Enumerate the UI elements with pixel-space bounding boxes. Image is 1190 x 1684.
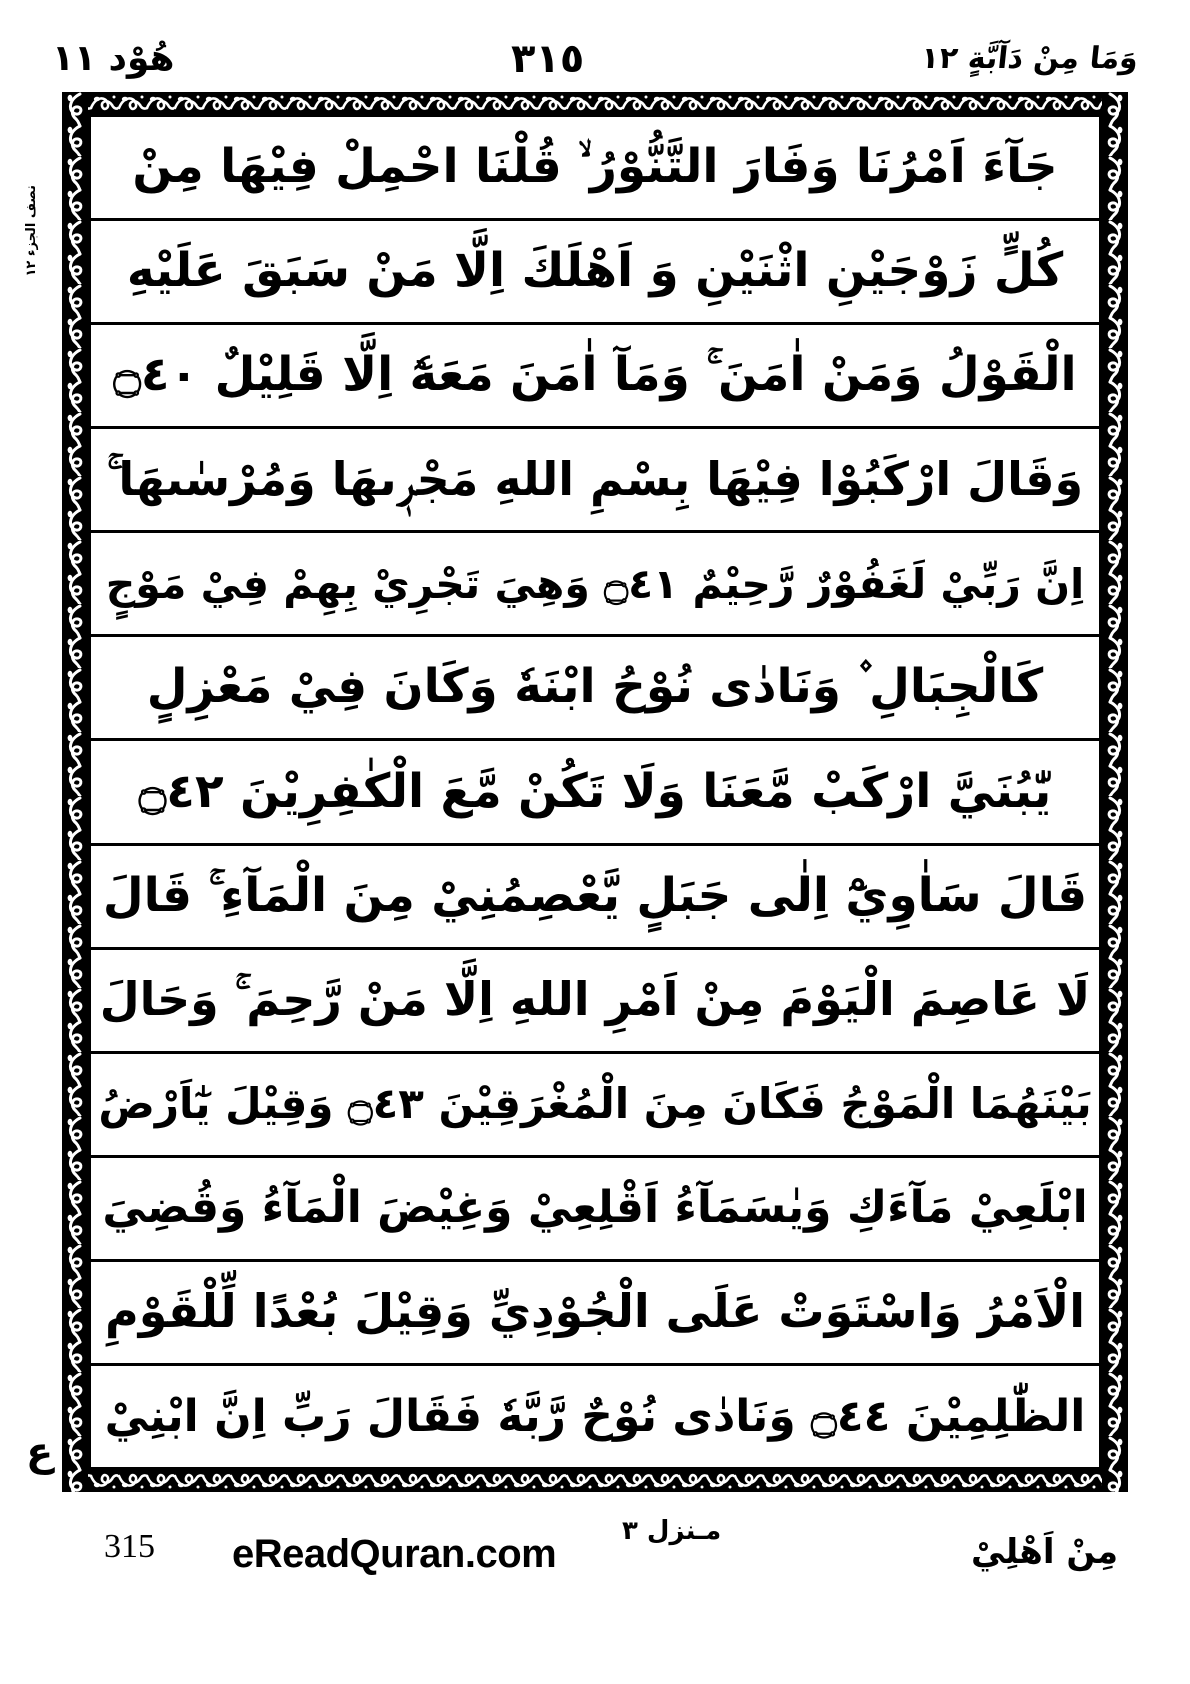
ayah-line — [91, 1054, 1099, 1158]
ayah-text: بَيْنَهُمَا الْمَوْجُ فَكَانَ مِنَ الْمُغْرَقِيْنَ ۝٤٣ وَقِيْلَ يٰٓاَرْضُ — [98, 1079, 1092, 1129]
page-footer — [62, 1510, 1138, 1660]
footer-brand-link[interactable]: eReadQuran.com — [232, 1532, 557, 1576]
ayah-line — [91, 950, 1099, 1054]
ayah-text: جَآءَ اَمْرُنَا وَفَارَ التَّنُّوْرُ ۙ قُلْنَا احْمِلْ فِيْهَا مِنْ — [132, 139, 1058, 195]
frame-band-right-ornament — [1102, 92, 1128, 1492]
ayah-line — [91, 1262, 1099, 1366]
ayah-text: اِنَّ رَبِّيْ لَغَفُوْرٌ رَّحِيْمٌ ۝٤١ وَهِيَ تَجْرِيْ بِهِمْ فِيْ مَوْجٍ — [105, 559, 1085, 608]
page-number-arabic: ٣١٥ — [511, 36, 585, 82]
frame-band-bottom-ornament — [62, 1470, 1128, 1492]
ayah-line — [91, 1158, 1099, 1262]
ayah-text: الْقَوْلُ وَمَنْ اٰمَنَ ۚ وَمَآ اٰمَنَ مَعَهٗٓ اِلَّا قَلِيْلٌ ۝٤٠ — [113, 347, 1077, 403]
ayah-text: كُلٍّ زَوْجَيْنِ اثْنَيْنِ وَ اَهْلَكَ اِلَّا مَنْ سَبَقَ عَلَيْهِ — [126, 243, 1064, 299]
ayah-line — [91, 846, 1099, 950]
ayah-line — [91, 117, 1099, 221]
footer-manzil-label: مـنزل ٣ — [622, 1516, 722, 1546]
ruku-marker-icon: ع — [26, 1429, 54, 1475]
ayah-line — [91, 429, 1099, 533]
ornamental-frame — [62, 92, 1128, 1492]
juz-title: وَمَا مِنْ دَآبَّةٍ ١٢ — [919, 41, 1140, 76]
ayah-line — [91, 325, 1099, 429]
page-header — [52, 28, 1138, 90]
ayah-line — [91, 637, 1099, 741]
ayah-line — [91, 1366, 1099, 1467]
ayah-lines-container — [88, 114, 1102, 1470]
ayah-text: الْاَمْرُ وَاسْتَوَتْ عَلَى الْجُوْدِيِّ وَقِيْلَ بُعْدًا لِّلْقَوْمِ — [104, 1284, 1085, 1339]
ayah-text: لَا عَاصِمَ الْيَوْمَ مِنْ اَمْرِ اللهِ اِلَّا مَنْ رَّحِمَ ۚ وَحَالَ — [99, 972, 1091, 1027]
ayah-text: وَقَالَ ارْكَبُوْا فِيْهَا بِسْمِ اللهِ مَجْرٖىهَا وَمُرْسٰىهَا ۚ — [106, 451, 1084, 506]
footer-page-number: 315 — [104, 1528, 155, 1565]
ayah-text: الظّٰلِمِيْنَ ۝٤٤ وَنَادٰى نُوْحٌ رَّبَّهٗ فَقَالَ رَبِّ اِنَّ ابْنِيْ — [104, 1390, 1086, 1442]
footer-catchword: مِنْ اَهْلِيْ — [971, 1532, 1118, 1572]
frame-band-left-ornament — [62, 92, 88, 1492]
ayah-text: يّٰبُنَيَّ ارْكَبْ مَّعَنَا وَلَا تَكُنْ مَّعَ الْكٰفِرِيْنَ ۝٤٢ — [138, 763, 1052, 819]
frame-band-top-ornament — [62, 92, 1128, 114]
ayah-line — [91, 533, 1099, 637]
ayah-text: ابْلَعِيْ مَآءَكِ وَيٰسَمَآءُ اَقْلِعِيْ وَغِيْضَ الْمَآءُ وَقُضِيَ — [102, 1182, 1088, 1234]
ayah-text: قَالَ سَاٰوِيْٓ اِلٰى جَبَلٍ يَّعْصِمُنِيْ مِنَ الْمَآءِ ۚ قَالَ — [102, 867, 1088, 923]
ayah-line — [91, 741, 1099, 845]
ayah-text: كَالْجِبَالِ ۫ وَنَادٰى نُوْحُ ابْنَهٗ وَكَانَ فِيْ مَعْزِلٍ — [146, 659, 1044, 715]
surah-title: هُوْد ١١ — [52, 38, 175, 79]
margin-juz-note: نصف الجزء ١٢ — [24, 185, 39, 277]
ayah-line — [91, 221, 1099, 325]
